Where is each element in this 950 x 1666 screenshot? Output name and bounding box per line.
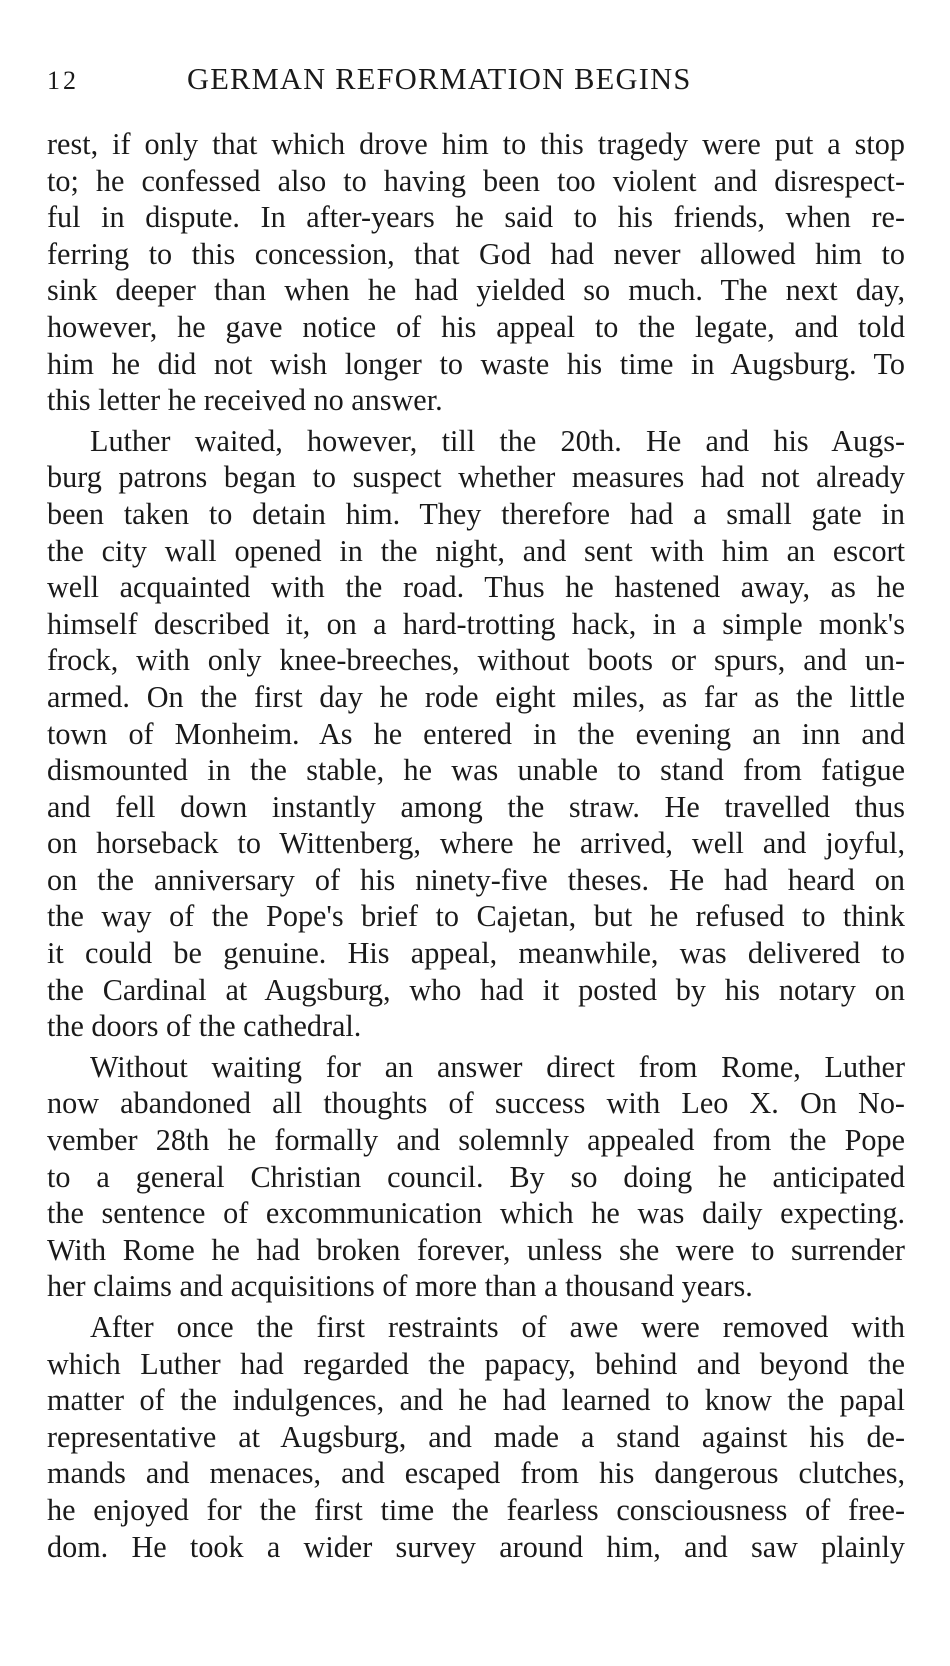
text-line: representative at Augsburg, and made a stand against his de- [47,1419,905,1454]
text-line: the sentence of excommunication which he was daily expecting. [47,1196,905,1231]
text-line: armed. On the first day he rode eight miles, as far as the little [47,679,905,714]
text-line: him he did not wish longer to waste his time in Augsburg. To [47,346,905,381]
paragraph [47,126,905,419]
text-line: After once the first restraints of awe were removed with [90,1310,905,1344]
text-line: mands and menaces, and escaped from his dangerous clutches, [47,1456,905,1491]
text-line: town of Monheim. As he entered in the evening an inn and [47,716,905,751]
paragraph [47,1309,905,1565]
text-line: which Luther had regarded the papacy, behind and beyond the [47,1346,905,1381]
text-line: on the anniversary of his ninety-five theses. He had heard on [47,862,905,897]
text-line: her claims and acquisitions of more than a thousand years. [47,1269,753,1304]
text-line: well acquainted with the road. Thus he hastened away, as he [47,570,905,605]
text-line: dom. He took a wider survey around him, and saw plainly [47,1529,905,1564]
text-line: rest, if only that which drove him to this tragedy were put a stop [47,127,905,161]
text-line: the doors of the cathedral. [47,1009,362,1044]
text-line: and fell down instantly among the straw. He travelled thus [47,789,905,824]
text-line: ful in dispute. In after-years he said to his friends, when re- [47,200,905,235]
text-line: the Cardinal at Augsburg, who had it posted by his notary on [47,972,905,1007]
text-line: been taken to detain him. They therefore had a small gate in [47,496,905,531]
text-line: to; he confessed also to having been too violent and disrespect- [47,163,905,198]
paragraph [47,1049,905,1305]
text-line: on horseback to Wittenberg, where he arrived, well and joyful, [47,826,905,861]
chapter-title: GERMAN REFORMATION BEGINS [187,62,692,96]
running-head [47,62,905,114]
text-line: however, he gave notice of his appeal to the legate, and told [47,309,905,344]
book-page [47,62,905,1565]
text-line: sink deeper than when he had yielded so much. The next day, [47,273,905,308]
paragraph [47,423,905,1045]
text-line: With Rome he had broken forever, unless she were to surrender [47,1232,905,1267]
text-line: he enjoyed for the first time the fearless consciousness of free- [47,1492,905,1527]
text-line: now abandoned all thoughts of success with Leo X. On No- [47,1086,905,1121]
text-line: dismounted in the stable, he was unable to stand from fatigue [47,753,905,788]
text-line: to a general Christian council. By so doing he anticipated [47,1159,905,1194]
text-line: this letter he received no answer. [47,383,443,418]
text-line: matter of the indulgences, and he had learned to know the papal [47,1383,905,1418]
text-line: the way of the Pope's brief to Cajetan, but he refused to think [47,899,905,934]
body-text [47,126,905,1565]
text-line: ferring to this concession, that God had never allowed him to [47,236,905,271]
text-line: the city wall opened in the night, and sent with him an escort [47,533,905,568]
text-line: burg patrons began to suspect whether measures had not already [47,460,905,495]
text-line: frock, with only knee-breeches, without boots or spurs, and un- [47,643,905,678]
text-line: Luther waited, however, till the 20th. He and his Augs- [90,423,905,458]
text-line: it could be genuine. His appeal, meanwhile, was delivered to [47,936,905,971]
text-line: Without waiting for an answer direct from Rome, Luther [90,1049,905,1084]
text-line: vember 28th he formally and solemnly appealed from the Pope [47,1123,905,1158]
page-number: 12 [47,66,79,95]
text-line: himself described it, on a hard-trotting hack, in a simple monk's [47,606,905,641]
